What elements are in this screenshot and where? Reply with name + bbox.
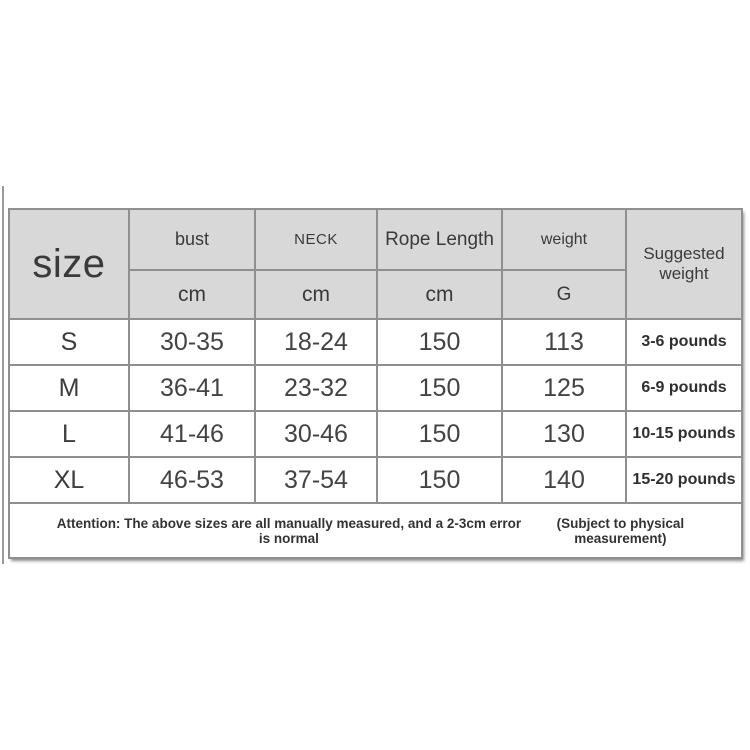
table-footer	[9, 503, 742, 558]
cell-size: XL	[9, 457, 129, 503]
header-bust-unit-cell: cm	[129, 270, 255, 319]
size-row-s	[9, 319, 742, 365]
header-rope-length-unit-cell: cm	[377, 270, 502, 319]
cell-weight: 113	[502, 319, 626, 365]
measurement-note: (Subject to physical measurement)	[556, 515, 685, 546]
cell-neck: 30-46	[255, 411, 377, 457]
size-chart-table	[8, 208, 743, 559]
table-header	[9, 209, 742, 319]
cell-suggested-weight: 6-9 pounds	[626, 365, 742, 411]
header-neck-cell: NECK	[255, 209, 377, 270]
cell-rope-length: 150	[377, 457, 502, 503]
cell-weight: 125	[502, 365, 626, 411]
cell-suggested-weight: 15-20 pounds	[626, 457, 742, 503]
header-weight-unit-cell: G	[502, 270, 626, 319]
cell-bust: 41-46	[129, 411, 255, 457]
cell-neck: 23-32	[255, 365, 377, 411]
header-rope-length-cell: Rope Length	[377, 209, 502, 270]
cell-rope-length: 150	[377, 411, 502, 457]
cell-weight: 130	[502, 411, 626, 457]
header-label-row	[9, 209, 742, 270]
cell-rope-length: 150	[377, 365, 502, 411]
table-body	[9, 319, 742, 503]
cell-bust: 30-35	[129, 319, 255, 365]
cell-size: S	[9, 319, 129, 365]
header-weight-cell: weight	[502, 209, 626, 270]
cell-size: L	[9, 411, 129, 457]
cell-bust: 36-41	[129, 365, 255, 411]
cell-bust: 46-53	[129, 457, 255, 503]
cell-suggested-weight: 10-15 pounds	[626, 411, 742, 457]
cell-suggested-weight: 3-6 pounds	[626, 319, 742, 365]
header-bust-cell: bust	[129, 209, 255, 270]
size-row-m	[9, 365, 742, 411]
footer-notes	[10, 504, 741, 557]
cell-neck: 37-54	[255, 457, 377, 503]
header-size-cell: size	[9, 209, 129, 319]
cell-neck: 18-24	[255, 319, 377, 365]
size-row-l	[9, 411, 742, 457]
footer-cell	[9, 503, 742, 558]
attention-note: Attention: The above sizes are all manually measured, and a 2-3cm error is normal	[56, 515, 522, 546]
cell-weight: 140	[502, 457, 626, 503]
size-row-xl	[9, 457, 742, 503]
cell-rope-length: 150	[377, 319, 502, 365]
header-suggested-weight-cell: Suggested weight	[626, 209, 742, 319]
cell-size: M	[9, 365, 129, 411]
left-edge-line	[2, 186, 4, 564]
footer-row	[9, 503, 742, 558]
header-neck-unit-cell: cm	[255, 270, 377, 319]
